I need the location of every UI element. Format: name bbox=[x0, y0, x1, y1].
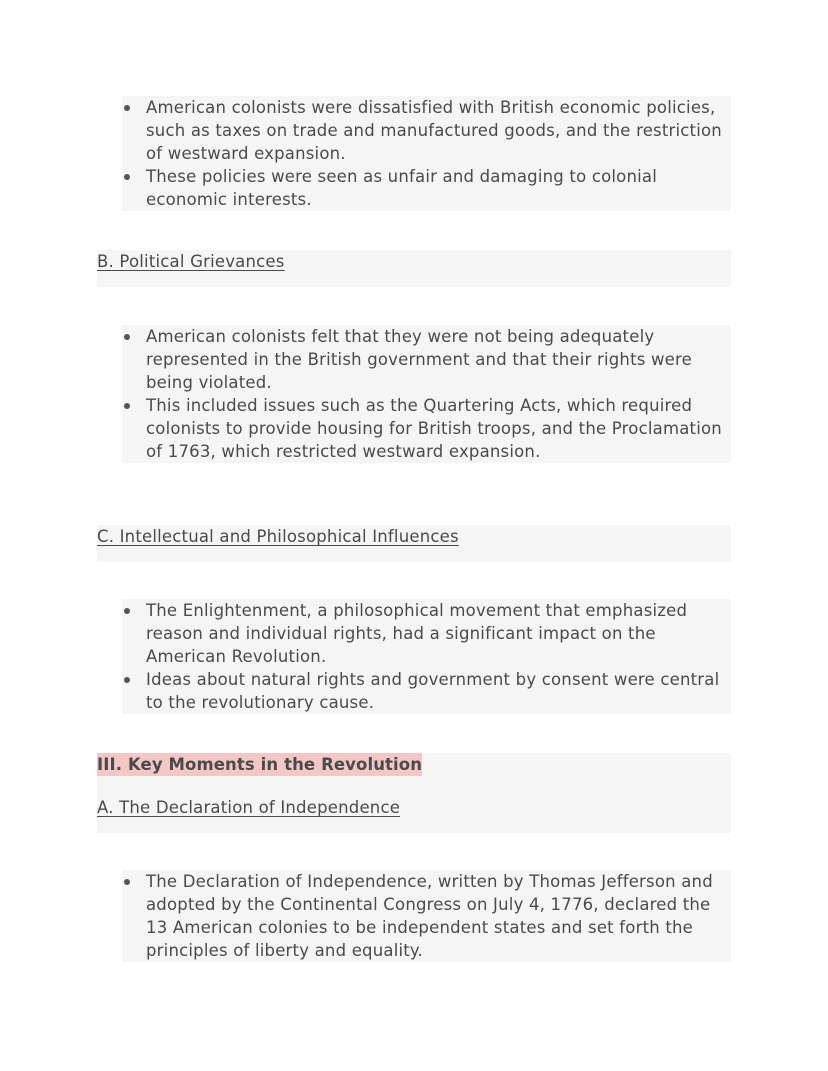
section-title-row bbox=[97, 753, 731, 776]
intellectual-heading-block bbox=[97, 525, 731, 562]
section-heading: C. Intellectual and Philosophical Influences bbox=[97, 527, 459, 546]
list-item: Ideas about natural rights and government by consent were central to the revolutionary cause. bbox=[122, 668, 731, 714]
key-moments-heading-block bbox=[97, 753, 731, 833]
section-heading: B. Political Grievances bbox=[97, 252, 285, 271]
section-title: III. Key Moments in the Revolution bbox=[97, 755, 423, 774]
list-item: The Declaration of Independence, written by Thomas Jefferson and adopted by the Continental Congress on July 4, 1776, declared the 13 American colonies to be independent states and set forth the principles of liberty and equality. bbox=[122, 870, 731, 962]
declaration-bullet-list bbox=[122, 870, 731, 962]
list-item: American colonists were dissatisfied with British economic policies, such as taxes on trade and manufactured goods, and the restriction of westward expansion. bbox=[122, 96, 731, 165]
political-heading-block bbox=[97, 250, 731, 287]
list-item: American colonists felt that they were not being adequately represented in the British government and that their rights were being violated. bbox=[122, 325, 731, 394]
list-item: This included issues such as the Quartering Acts, which required colonists to provide housing for British troops, and the Proclamation of 1763, which restricted westward expansion. bbox=[122, 394, 731, 463]
political-bullet-list bbox=[122, 325, 731, 463]
section-heading: A. The Declaration of Independence bbox=[97, 798, 401, 817]
list-item: These policies were seen as unfair and damaging to colonial economic interests. bbox=[122, 165, 731, 211]
list-item: The Enlightenment, a philosophical movement that emphasized reason and individual rights, had a significant impact on the American Revolution. bbox=[122, 599, 731, 668]
economic-bullet-list bbox=[122, 96, 731, 211]
intellectual-bullet-list bbox=[122, 599, 731, 714]
